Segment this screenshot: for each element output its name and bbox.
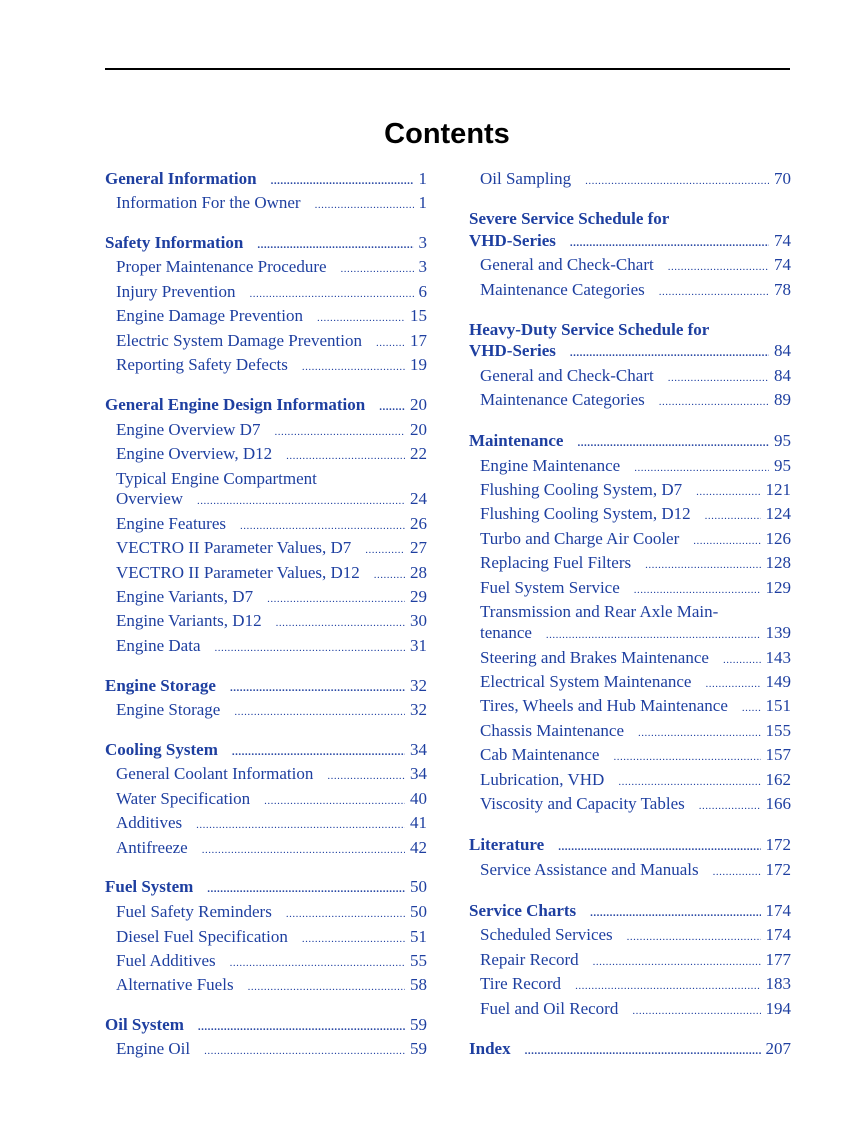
toc-entry-engine-storage[interactable]: Engine Storage ..... 32 bbox=[116, 699, 427, 723]
toc-entry-injury-prevention[interactable]: Injury Prevention ..... 6 bbox=[116, 281, 427, 305]
page-title: Contents bbox=[384, 118, 510, 150]
toc-entry-heavy-line1[interactable]: Heavy-Duty Service Schedule for bbox=[469, 320, 710, 339]
toc-entry-transmission[interactable]: tenance ..... 139 bbox=[480, 622, 791, 646]
toc-entry-scheduled-services[interactable]: Scheduled Services ..... 174 bbox=[480, 924, 791, 948]
toc-entry-flush-d12[interactable]: Flushing Cooling System, D12 ..... 124 bbox=[480, 503, 791, 527]
toc-entry-chassis[interactable]: Chassis Maintenance ..... 155 bbox=[480, 720, 791, 744]
toc-entry-engine-overview-d7[interactable]: Engine Overview D7 ..... 20 bbox=[116, 419, 427, 443]
header-rule bbox=[105, 68, 790, 70]
toc-entry-variants-d12[interactable]: Engine Variants, D12 ..... 30 bbox=[116, 610, 427, 634]
toc-entry-fuel-filters[interactable]: Replacing Fuel Filters ..... 128 bbox=[480, 552, 791, 576]
toc-entry-literature[interactable]: Literature ..... 172 bbox=[469, 834, 791, 858]
toc-entry-cab[interactable]: Cab Maintenance ..... 157 bbox=[480, 744, 791, 768]
toc-entry-severe-checkchart[interactable]: General and Check-Chart ..... 74 bbox=[480, 254, 791, 278]
toc-entry-maintenance[interactable]: Maintenance ..... 95 bbox=[469, 430, 791, 454]
toc-entry-oil-sampling[interactable]: Oil Sampling ..... 70 bbox=[480, 168, 791, 192]
toc-entry-engine-overview-d12[interactable]: Engine Overview, D12 ..... 22 bbox=[116, 443, 427, 467]
toc-entry-engine-maintenance[interactable]: Engine Maintenance ..... 95 bbox=[480, 455, 791, 479]
toc-entry-reporting-defects[interactable]: Reporting Safety Defects ..... 19 bbox=[116, 354, 427, 378]
toc-entry-typical-compartment-line1[interactable]: Typical Engine Compartment bbox=[116, 469, 317, 488]
toc-entry-electrical[interactable]: Electrical System Maintenance ..... 149 bbox=[480, 671, 791, 695]
toc-entry-general-information[interactable]: General Information ..... 1 bbox=[105, 168, 427, 192]
toc-entry-tire-record[interactable]: Tire Record ..... 183 bbox=[480, 973, 791, 997]
toc-entry-severe-vhd[interactable]: VHD-Series ..... 74 bbox=[469, 230, 791, 254]
toc-entry-heavy-categories[interactable]: Maintenance Categories ..... 89 bbox=[480, 389, 791, 413]
toc-entry-service-charts[interactable]: Service Charts ..... 174 bbox=[469, 900, 791, 924]
toc-entry-service-assistance[interactable]: Service Assistance and Manuals ..... 172 bbox=[480, 859, 791, 883]
toc-entry-heavy-checkchart[interactable]: General and Check-Chart ..... 84 bbox=[480, 365, 791, 389]
toc-entry-safety-information[interactable]: Safety Information ..... 3 bbox=[105, 232, 427, 256]
toc-entry-flush-d7[interactable]: Flushing Cooling System, D7 ..... 121 bbox=[480, 479, 791, 503]
toc-entry-tires[interactable]: Tires, Wheels and Hub Maintenance ..... 151 bbox=[480, 695, 791, 719]
toc-entry-proper-maintenance[interactable]: Proper Maintenance Procedure ..... 3 bbox=[116, 256, 427, 280]
toc-entry-index[interactable]: Index ..... 207 bbox=[469, 1038, 791, 1062]
toc-entry-general-engine-design[interactable]: General Engine Design Information ..... 20 bbox=[105, 394, 427, 418]
toc-entry-repair-record[interactable]: Repair Record ..... 177 bbox=[480, 949, 791, 973]
toc-entry-steering[interactable]: Steering and Brakes Maintenance ..... 143 bbox=[480, 647, 791, 671]
toc-entry-engine-data[interactable]: Engine Data ..... 31 bbox=[116, 635, 427, 659]
toc-entry-fuel-oil-record[interactable]: Fuel and Oil Record ..... 194 bbox=[480, 998, 791, 1022]
toc-entry-oil-system[interactable]: Oil System ..... 59 bbox=[105, 1014, 427, 1038]
toc-entry-engine-storage-section[interactable]: Engine Storage ..... 32 bbox=[105, 675, 427, 699]
toc-entry-typical-compartment[interactable]: Overview ..... 24 bbox=[116, 488, 427, 512]
toc-entry-coolant-info[interactable]: General Coolant Information ..... 34 bbox=[116, 763, 427, 787]
toc-entry-fuel-additives[interactable]: Fuel Additives ..... 55 bbox=[116, 950, 427, 974]
toc-entry-heavy-vhd[interactable]: VHD-Series ..... 84 bbox=[469, 340, 791, 364]
toc-entry-vectro-d7[interactable]: VECTRO II Parameter Values, D7 ..... 27 bbox=[116, 537, 427, 561]
toc-entry-engine-oil[interactable]: Engine Oil ..... 59 bbox=[116, 1038, 427, 1062]
toc-entry-information-owner[interactable]: Information For the Owner ..... 1 bbox=[116, 192, 427, 216]
toc-entry-severe-line1[interactable]: Severe Service Schedule for bbox=[469, 209, 670, 228]
toc-entry-alt-fuels[interactable]: Alternative Fuels ..... 58 bbox=[116, 974, 427, 998]
toc-entry-additives[interactable]: Additives ..... 41 bbox=[116, 812, 427, 836]
toc-entry-transmission-line1[interactable]: Transmission and Rear Axle Main- bbox=[480, 602, 719, 621]
toc-entry-antifreeze[interactable]: Antifreeze ..... 42 bbox=[116, 837, 427, 861]
toc-entry-engine-features[interactable]: Engine Features ..... 26 bbox=[116, 513, 427, 537]
toc-entry-variants-d7[interactable]: Engine Variants, D7 ..... 29 bbox=[116, 586, 427, 610]
toc-entry-fuel-safety[interactable]: Fuel Safety Reminders ..... 50 bbox=[116, 901, 427, 925]
toc-entry-vectro-d12[interactable]: VECTRO II Parameter Values, D12 ..... 28 bbox=[116, 562, 427, 586]
toc-entry-water-spec[interactable]: Water Specification ..... 40 bbox=[116, 788, 427, 812]
toc-entry-fuel-system[interactable]: Fuel System ..... 50 bbox=[105, 876, 427, 900]
toc-entry-turbo[interactable]: Turbo and Charge Air Cooler ..... 126 bbox=[480, 528, 791, 552]
toc-entry-viscosity[interactable]: Viscosity and Capacity Tables ..... 166 bbox=[480, 793, 791, 817]
toc-entry-electric-damage[interactable]: Electric System Damage Prevention ..... 17 bbox=[116, 330, 427, 354]
toc-entry-severe-categories[interactable]: Maintenance Categories ..... 78 bbox=[480, 279, 791, 303]
toc-entry-engine-damage[interactable]: Engine Damage Prevention ..... 15 bbox=[116, 305, 427, 329]
toc-entry-diesel-spec[interactable]: Diesel Fuel Specification ..... 51 bbox=[116, 926, 427, 950]
toc-entry-cooling-system[interactable]: Cooling System ..... 34 bbox=[105, 739, 427, 763]
toc-entry-lubrication[interactable]: Lubrication, VHD ..... 162 bbox=[480, 769, 791, 793]
toc-entry-fuel-service[interactable]: Fuel System Service ..... 129 bbox=[480, 577, 791, 601]
